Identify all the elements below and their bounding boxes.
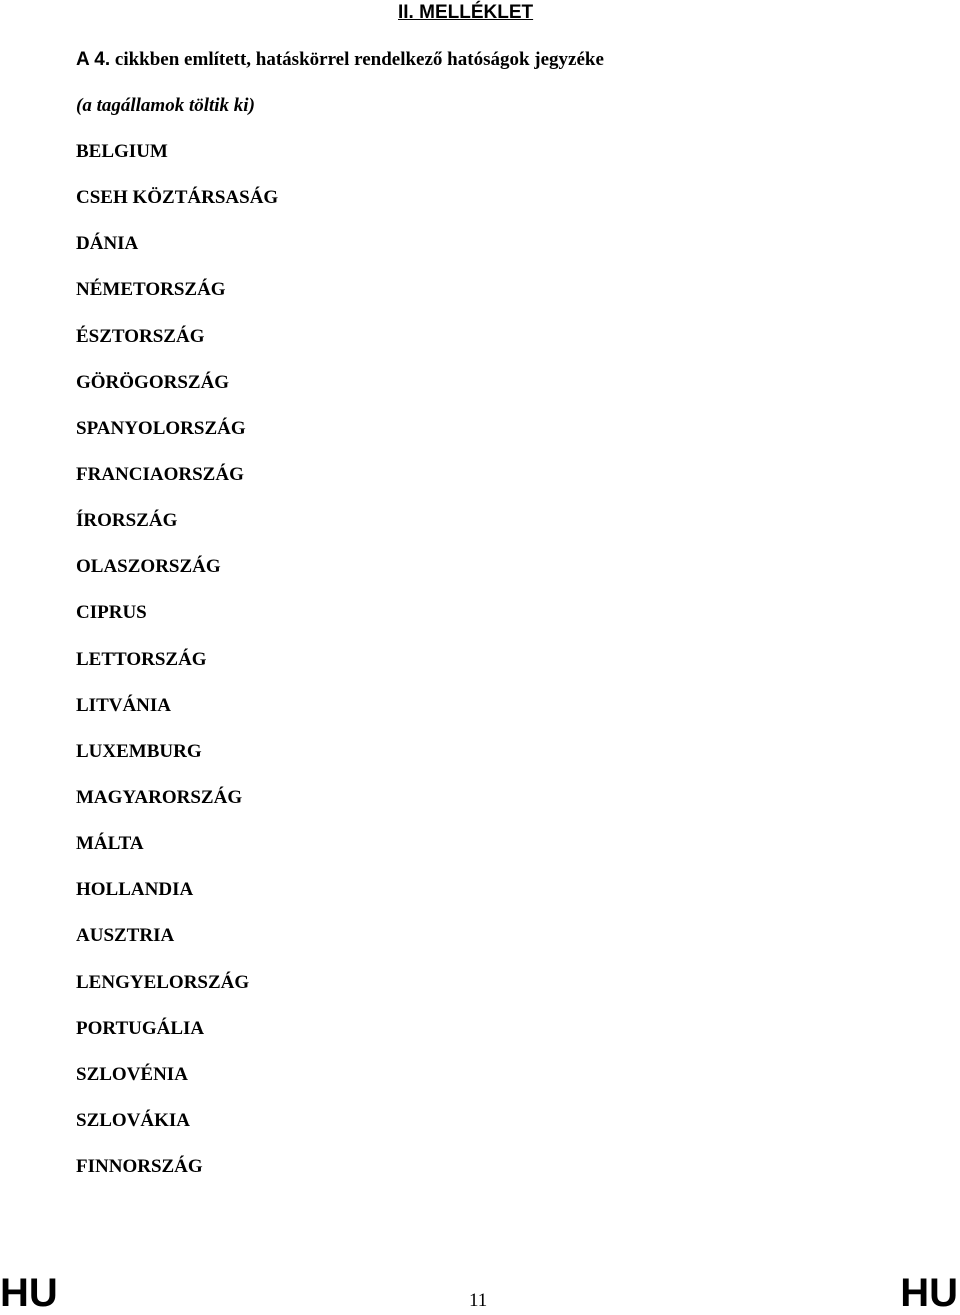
country-item: BELGIUM: [76, 141, 168, 162]
country-item: CIPRUS: [76, 602, 147, 624]
country-item: SZLOVÁKIA: [76, 1109, 191, 1131]
country-item: ÍRORSZÁG: [76, 510, 178, 532]
document-subheading: (a tagállamok töltik ki): [76, 95, 255, 116]
country-item: FINNORSZÁG: [76, 1156, 203, 1178]
country-item: HOLLANDIA: [76, 879, 194, 901]
country-item: LETTORSZÁG: [76, 648, 207, 670]
country-item: MAGYARORSZÁG: [76, 786, 243, 808]
country-item: GÖRÖGORSZÁG: [76, 371, 230, 393]
heading-text: cikkben említett, hatáskörrel rendelkező hatóságok jegyzéke: [110, 49, 604, 70]
country-item: CSEH KÖZTÁRSASÁG: [76, 187, 279, 209]
document-heading: [76, 49, 604, 71]
country-item: SPANYOLORSZÁG: [76, 417, 246, 439]
country-item: AUSZTRIA: [76, 925, 175, 947]
country-item: MÁLTA: [76, 833, 144, 855]
heading-article-ref: A 4.: [76, 49, 111, 70]
country-item: SZLOVÉNIA: [76, 1063, 188, 1085]
annex-title: II. MELLÉKLET: [398, 2, 534, 23]
country-item: LENGYELORSZÁG: [76, 971, 250, 993]
country-item: PORTUGÁLIA: [76, 1017, 205, 1039]
footer-language-code-left: HU: [0, 1271, 58, 1315]
footer-language-code-right: HU: [900, 1271, 958, 1315]
country-item: LUXEMBURG: [76, 740, 202, 762]
country-item: LITVÁNIA: [76, 694, 172, 716]
country-item: NÉMETORSZÁG: [76, 279, 226, 301]
page-number: 11: [469, 1290, 488, 1311]
country-item: OLASZORSZÁG: [76, 556, 221, 578]
country-item: FRANCIAORSZÁG: [76, 463, 244, 485]
country-item: DÁNIA: [76, 233, 139, 255]
country-item: ÉSZTORSZÁG: [76, 325, 205, 347]
country-list: [76, 141, 278, 1202]
